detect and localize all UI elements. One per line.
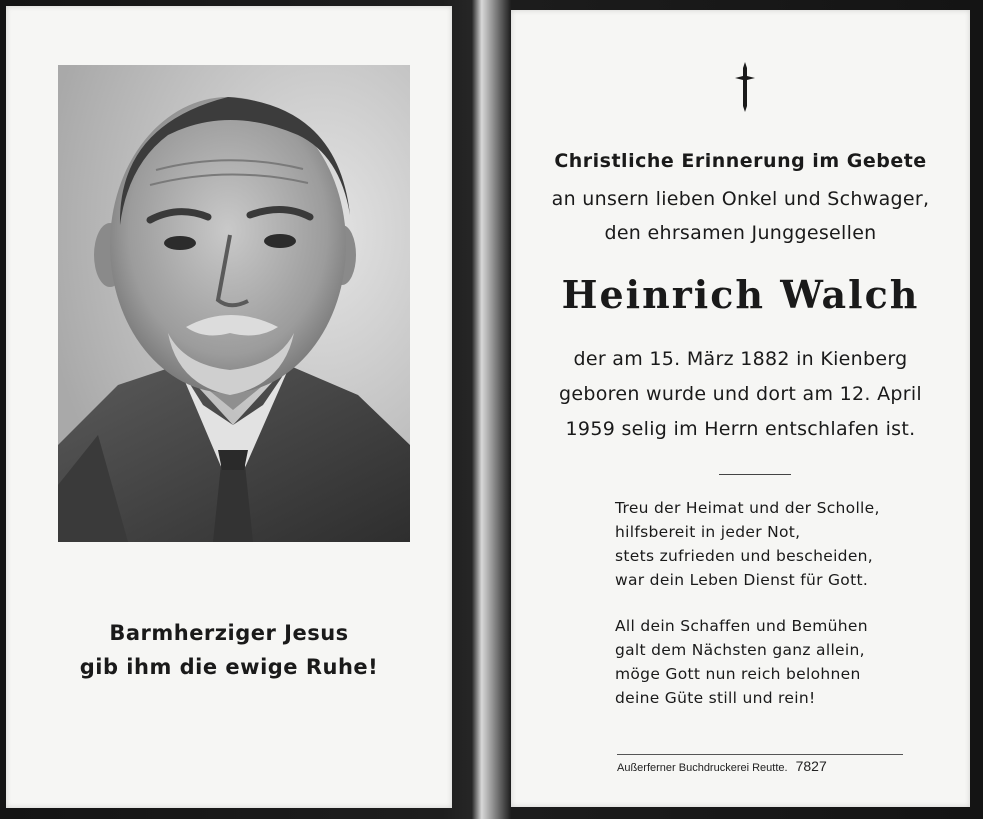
divider-line xyxy=(719,474,791,475)
prayer-text xyxy=(6,616,452,684)
biography-text xyxy=(511,342,970,447)
print-number: 7827 xyxy=(795,758,827,774)
memorial-subheading-2: den ehrsamen Junggesellen xyxy=(604,222,877,244)
printer-imprint xyxy=(617,758,917,774)
poem-line: Treu der Heimat und der Scholle, xyxy=(615,499,880,517)
poem-line: war dein Leben Dienst für Gott. xyxy=(615,571,869,589)
memorial-heading: Christliche Erinnerung im Gebete xyxy=(554,150,927,172)
portrait-illustration xyxy=(58,65,410,542)
memorial-card-back xyxy=(511,10,970,807)
poem-line: hilfsbereit in jeder Not, xyxy=(615,523,801,541)
bio-line-3: 1959 selig im Herrn entschlafen ist. xyxy=(565,418,916,440)
memorial-card-front xyxy=(6,6,452,808)
prayer-line-1: Barmherziger Jesus xyxy=(109,621,349,645)
poem-line: stets zufrieden und bescheiden, xyxy=(615,547,874,565)
poem-stanza-2 xyxy=(615,614,945,710)
poem-line: deine Güte still und rein! xyxy=(615,689,816,707)
poem-line: möge Gott nun reich belohnen xyxy=(615,665,861,683)
prayer-line-2: gib ihm die ewige Ruhe! xyxy=(79,655,379,679)
latin-cross-icon xyxy=(733,62,757,116)
printer-rule xyxy=(617,754,903,755)
poem-line: All dein Schaffen und Bemühen xyxy=(615,617,868,635)
memorial-subheading-1: an unsern lieben Onkel und Schwager, xyxy=(551,188,930,210)
bio-line-2: geboren wurde und dort am 12. April xyxy=(559,383,922,405)
deceased-name: Heinrich Walch xyxy=(561,272,920,317)
poem-stanza-1 xyxy=(615,496,945,592)
portrait-photo xyxy=(58,65,410,542)
bio-line-1: der am 15. März 1882 in Kienberg xyxy=(573,348,908,370)
poem-line: galt dem Nächsten ganz allein, xyxy=(615,641,865,659)
printer-name: Außerferner Buchdruckerei Reutte. xyxy=(617,762,788,774)
